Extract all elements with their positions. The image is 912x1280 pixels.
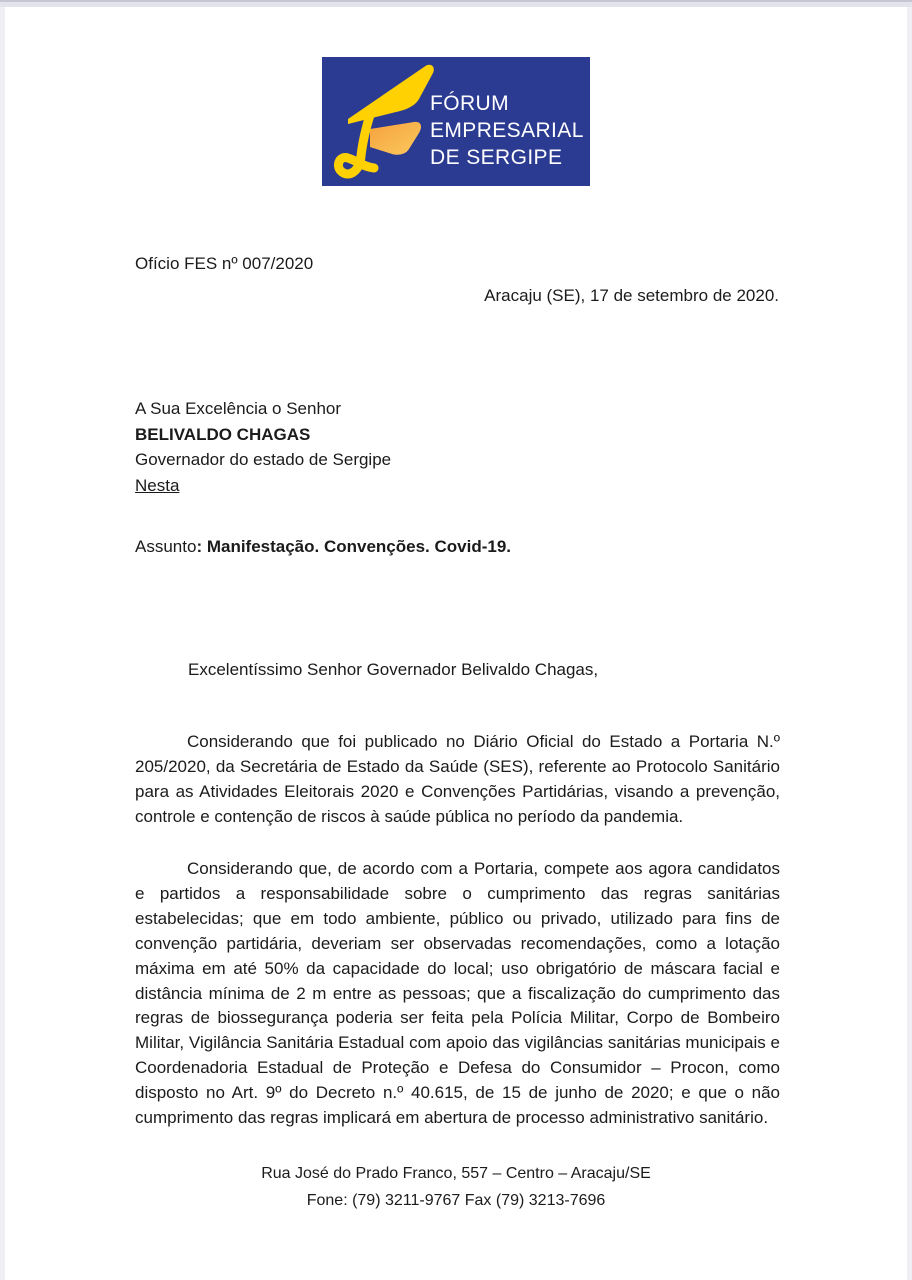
quill-f-icon xyxy=(326,59,438,184)
footer-address: Rua José do Prado Franco, 557 – Centro – Aracaju/SE xyxy=(261,1165,651,1182)
footer-phone: Fone: (79) 3211-9767 Fax (79) 3213-7696 xyxy=(306,1192,606,1209)
logo-line-1: FÓRUM xyxy=(430,92,509,115)
logo-line-3: DE SERGIPE xyxy=(430,146,563,169)
subject-value: : Manifestação. Convenções. Covid-19. xyxy=(196,537,512,556)
salutation: Excelentíssimo Senhor Governador Belivaldo Chagas, xyxy=(188,660,599,679)
body-paragraph-1: Considerando que foi publicado no Diário Oficial do Estado a Portaria N.º 205/2020, da Secretária de Estado da Saúde (SES), referente ao Protocolo Sanitário para as Atividades Eleitorais 2020 e Convenções Partidárias, visando a prevenção, controle e contenção de riscos à saúde pública no período da pandemia. xyxy=(135,732,780,826)
recipient-block xyxy=(135,396,391,498)
place-date-line: Aracaju (SE), 17 de setembro de 2020. xyxy=(484,286,779,305)
recipient-role: Governador do estado de Sergipe xyxy=(135,450,392,469)
subject-line xyxy=(135,537,511,557)
recipient-honorific: A Sua Excelência o Senhor xyxy=(135,399,342,418)
logo-line-2: EMPRESARIAL xyxy=(430,119,584,142)
recipient-name: BELIVALDO CHAGAS xyxy=(135,424,311,444)
logo xyxy=(322,57,590,186)
recipient-place: Nesta xyxy=(135,475,180,495)
footer xyxy=(0,1160,912,1214)
body-paragraph-2: Considerando que, de acordo com a Portaria, compete aos agora candidatos e partidos a responsabilidade sobre o cumprimento das regras sanitárias estabelecidas; que em todo ambiente, público ou privado, utilizado para fins de convenção partidária, deveriam ser observadas recomendações, como a lotação máxima em até 50% da capacidade do local; uso obrigatório de máscara facial e distância mínima de 2 m entre as pessoas; que a fiscalização do cumprimento das regras de biossegurança poderia ser feita pela Polícia Militar, Corpo de Bombeiro Militar, Vigilância Sanitária Estadual com apoio das vigilâncias sanitárias municipais e Coordenadoria Estadual de Proteção e Defesa do Consumidor – Procon, como disposto no Art. 9º do Decreto n.º 40.615, de 15 de junho de 2020; e que o não cumprimento das regras implicará em abertura de processo administrativo sanitário. xyxy=(135,859,780,1128)
logo-wordmark xyxy=(430,90,584,171)
subject-label: Assunto xyxy=(135,537,197,556)
oficio-reference: Ofício FES nº 007/2020 xyxy=(135,254,314,273)
